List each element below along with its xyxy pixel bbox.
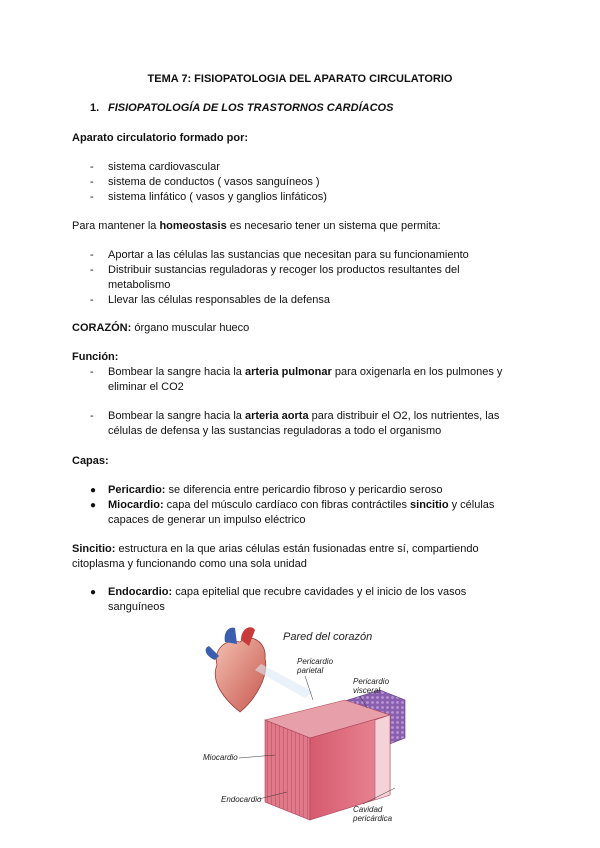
myocardium-block	[265, 700, 390, 820]
homeostasis-list-item: - Aportar a las células las sustancias que necesitan para su funcionamiento	[90, 249, 469, 261]
label-pericardio-parietal: Pericardio	[297, 657, 334, 666]
heart-wall-figure	[195, 620, 420, 830]
capas-list-item: ● Miocardio: capa del músculo cardíaco con fibras contráctiles sincitio y células	[90, 499, 495, 511]
capas-list-item: ● Pericardio: se diferencia entre pericardio fibroso y pericardio seroso	[90, 484, 443, 496]
capas-heading: Capas:	[72, 455, 109, 467]
homeostasis-list-continuation: metabolismo	[108, 279, 171, 291]
section-heading	[90, 102, 393, 114]
aparato-list-item: - sistema linfático ( vasos y ganglios linfáticos)	[90, 191, 327, 203]
figure-title: Pared del corazón	[283, 631, 373, 643]
funcion-list-continuation: células de defensa y las sustancias reguladoras a todo el organismo	[108, 425, 442, 437]
endocardio-list-item: ● Endocardio: capa epitelial que recubre cavidades y el inicio de los vasos	[90, 586, 467, 598]
funcion-list-item: - Bombear la sangre hacia la arteria pulmonar para oxigenarla en los pulmones y	[90, 366, 503, 378]
funcion-list-continuation: eliminar el CO2	[108, 381, 184, 393]
label-endocardio: Endocardio	[221, 795, 262, 804]
label-pericardio-visceral: visceral	[353, 686, 381, 695]
aparato-list-item: - sistema cardiovascular	[90, 161, 220, 173]
funcion-heading: Función:	[72, 351, 119, 363]
section-title: FISIOPATOLOGÍA DE LOS TRASTORNOS CARDÍACOS	[108, 102, 394, 114]
homeostasis-paragraph: Para mantener la homeostasis es necesario tener un sistema que permita:	[72, 220, 441, 232]
funcion-list-item: - Bombear la sangre hacia la arteria aorta para distribuir el O2, los nutrientes, las	[90, 410, 500, 422]
sincitio-paragraph: Sincitio: estructura en la que arias células están fusionadas entre sí, compartiendo	[72, 543, 479, 555]
label-pericardio-parietal: parietal	[297, 666, 324, 675]
capas-list-continuation: capaces de generar un impulso eléctrico	[108, 514, 306, 526]
label-cavidad: pericárdica	[353, 814, 393, 823]
page-title: TEMA 7: FISIOPATOLOGIA DEL APARATO CIRCULATORIO	[147, 73, 453, 85]
aparato-list-item: - sistema de conductos ( vasos sanguíneos )	[90, 176, 320, 188]
endocardio-list-continuation: sanguíneos	[108, 601, 165, 613]
sincitio-continuation: citoplasma y funcionando como una sola unidad	[72, 558, 307, 570]
label-miocardio: Miocardio	[203, 753, 238, 762]
label-pericardio-visceral: Pericardio	[353, 677, 390, 686]
section-number: 1.	[90, 102, 100, 114]
corazon-paragraph: CORAZÓN: órgano muscular hueco	[72, 322, 250, 334]
homeostasis-list-item: - Distribuir sustancias reguladoras y recoger los productos resultantes del	[90, 264, 460, 276]
label-cavidad: Cavidad	[353, 805, 383, 814]
aparato-heading: Aparato circulatorio formado por:	[72, 132, 249, 144]
homeostasis-list-item: - Llevar las células responsables de la defensa	[90, 294, 330, 306]
